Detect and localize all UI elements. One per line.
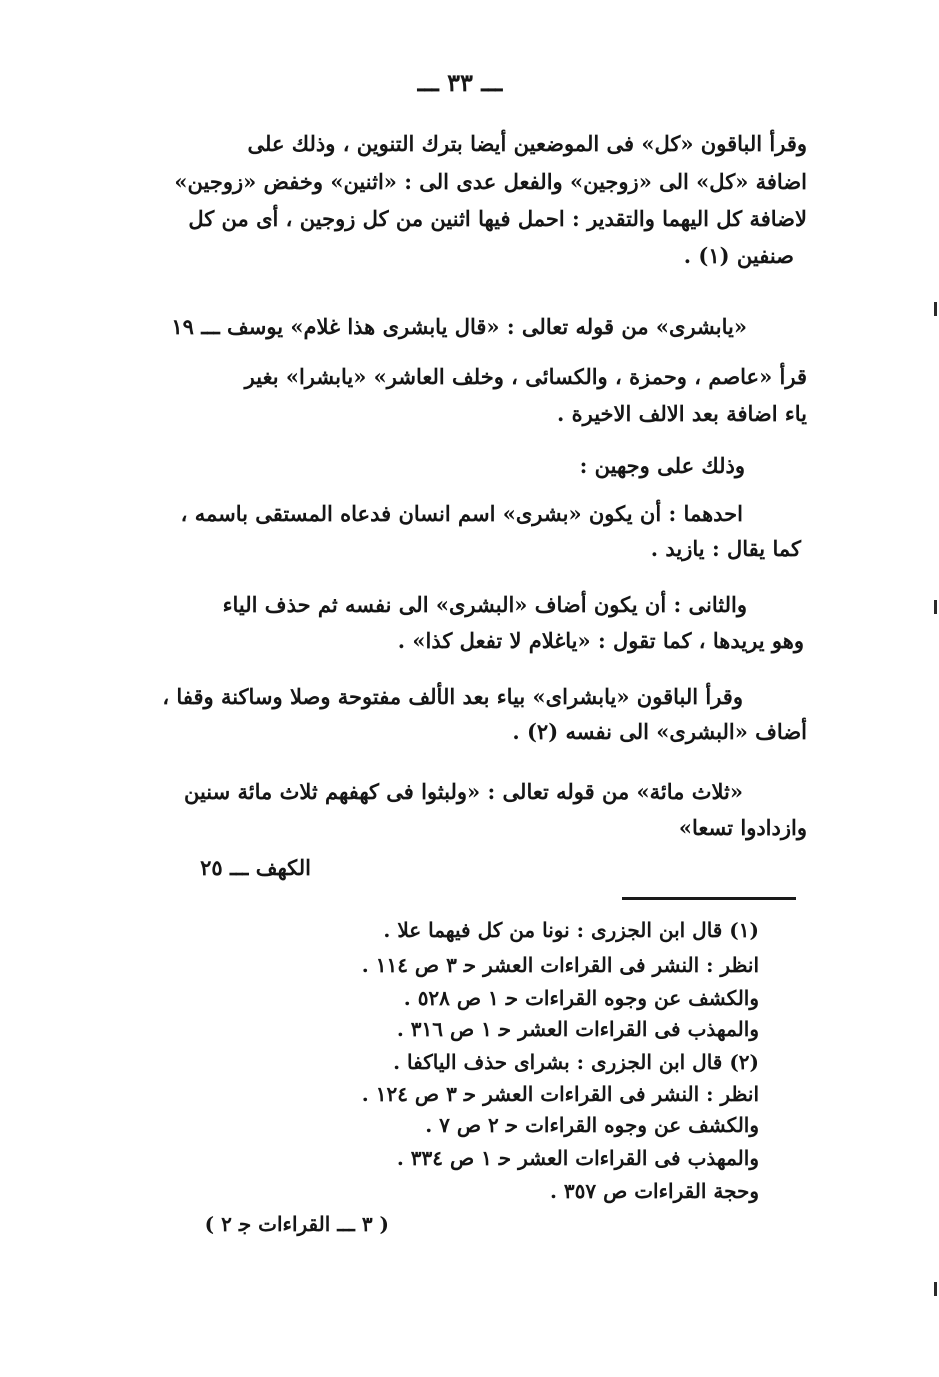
scan-margin-mark	[934, 1282, 937, 1296]
body-line: وهو يريدها ، كما تقول : «ياغلام لا تفعل كذا» .	[397, 628, 804, 653]
body-line: «يابشرى» من قوله تعالى : «قال يابشرى هذا غلام» يوسف ـــ ١٩	[171, 314, 747, 339]
scan-margin-mark	[934, 600, 937, 614]
body-line: كما يقال : يازيد .	[650, 536, 801, 561]
signature-mark: ( ٣ ـــ القراءات ﺟ ٢ )	[204, 1212, 389, 1236]
footnote-separator	[622, 897, 796, 900]
footnote-line: والكشف عن وجوه القراءات ﺣ ٢ ص ٧ .	[425, 1113, 759, 1137]
footnote-line: (١) قال ابن الجزرى : نونا من كل فيهما علا .	[383, 918, 759, 942]
body-line: لاضافة كل اليهما والتقدير : احمل فيها اثنين من كل زوجين ، أى من كل	[188, 206, 807, 231]
body-line: صنفين (١) .	[683, 243, 794, 268]
body-line: أضاف «البشرى» الى نفسه (٢) .	[512, 719, 807, 744]
surah-reference: الكهف ـــ ٢٥	[200, 855, 311, 880]
footnote-line: وحجة القراءات ص ٣٥٧ .	[549, 1179, 759, 1203]
body-line: وازدادوا تسعا»	[678, 815, 807, 840]
footnote-line: انظر : النشر فى القراءات العشر ﺣ ٣ ص ١٢٤ .	[361, 1082, 759, 1106]
footnote-line: والمهذب فى القراءات العشر ﺣ ١ ص ٣٣٤ .	[396, 1146, 759, 1170]
body-line: اضافة «كل» الى «زوجين» والفعل عدى الى : «اثنين» وخفض «زوجين»	[174, 169, 807, 194]
page-number: ـــ ٣٣ ـــ	[417, 68, 503, 97]
body-line: احدهما : أن يكون «بشرى» اسم انسان فدعاه المستقى باسمه ،	[180, 501, 743, 526]
body-line: والثانى : أن يكون أضاف «البشرى» الى نفسه ثم حذف الياء	[222, 592, 747, 617]
body-line: وقرأ الباقون «كل» فى الموضعين أيضا بترك التنوين ، وذلك على	[247, 131, 807, 156]
body-line: «ثلاث مائة» من قوله تعالى : «ولبثوا فى كهفهم ثلاث مائة سنين	[183, 779, 743, 804]
footnote-line: والمهذب فى القراءات العشر ﺣ ١ ص ٣١٦ .	[396, 1017, 759, 1041]
body-line: وذلك على وجهين :	[579, 453, 745, 478]
body-line: ياء اضافة بعد الالف الاخيرة .	[556, 401, 807, 426]
scan-margin-mark	[934, 302, 937, 316]
body-line: وقرأ الباقون «يابشراى» بياء بعد الألف مفتوحة وصلا وساكنة وقفا ،	[162, 684, 743, 709]
footnote-line: انظر : النشر فى القراءات العشر ﺣ ٣ ص ١١٤ .	[361, 953, 759, 977]
footnote-line: (٢) قال ابن الجزرى : بشراى حذف الياكفا .	[393, 1050, 759, 1074]
body-line: قرأ «عاصم ، وحمزة ، والكسائى ، وخلف العاشر» «يابشرا» بغير	[244, 364, 807, 389]
footnote-line: والكشف عن وجوه القراءات ﺣ ١ ص ٥٢٨ .	[403, 986, 759, 1010]
